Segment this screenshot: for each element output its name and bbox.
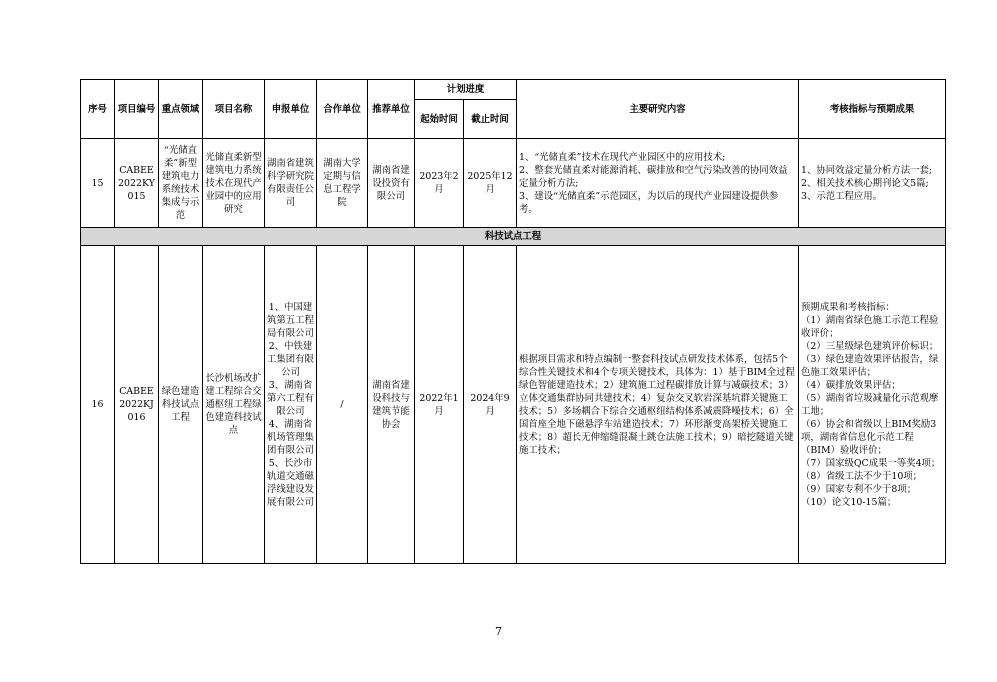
row16-start: 2022年1月 bbox=[415, 246, 464, 564]
row16-end: 2024年9月 bbox=[464, 246, 517, 564]
header-schedule: 计划进度 bbox=[415, 80, 517, 100]
row15-content-line: 1、“光储直柔”技术在现代产业园区中的应用技术; bbox=[519, 151, 726, 163]
row16-indicator-line: （5）湖南省垃圾减量化示范观摩工地； bbox=[801, 392, 939, 417]
row15-indicators bbox=[799, 139, 946, 228]
row16-applicant-line: 4、湖南省机场管理集团有限公司 bbox=[267, 418, 314, 456]
section-row bbox=[81, 228, 946, 246]
row15-indicator-line: 3、示范工程应用。 bbox=[801, 190, 882, 202]
row15-recommender: 湖南省建设投资有限公司 bbox=[368, 139, 415, 228]
row15-applicant: 湖南省建筑科学研究院有限责任公司 bbox=[265, 139, 317, 228]
row16-indicator-line: （3）绿色建造效果评估报告，绿色施工效果评估； bbox=[801, 353, 939, 378]
row15-content bbox=[517, 139, 799, 228]
header-field: 重点领域 bbox=[159, 80, 203, 139]
row16-applicant-line: 3、湖南省第六工程有限公司 bbox=[267, 379, 314, 417]
row15-end: 2025年12月 bbox=[464, 139, 517, 228]
row16-indicator-line: （4）碳排放效果评估； bbox=[801, 379, 901, 391]
header-row-1 bbox=[81, 80, 946, 100]
project-table bbox=[80, 79, 946, 564]
page-number: 7 bbox=[495, 625, 502, 638]
header-content: 主要研究内容 bbox=[517, 80, 799, 139]
header-code: 项目编号 bbox=[115, 80, 159, 139]
row15-indicator-line: 1、协同效益定量分析方法一套; bbox=[801, 164, 933, 176]
row16-applicant-line: 5、长沙市轨道交通磁浮线建设发展有限公司 bbox=[267, 457, 314, 508]
header-applicant: 申报单位 bbox=[265, 80, 317, 139]
row16-indicator-line: （1）湖南省绿色施工示范工程验收评价； bbox=[801, 314, 939, 339]
header-recommender: 推荐单位 bbox=[368, 80, 415, 139]
row16-name: 长沙机场改扩建工程综合交通枢纽工程绿色建造科技试点 bbox=[203, 246, 265, 564]
row16-indicator-line: （8）省级工法不少于10项； bbox=[801, 470, 923, 482]
header-end: 截止时间 bbox=[464, 100, 517, 139]
row15-field: “光储直柔”新型建筑电力系统技术集成与示范 bbox=[159, 139, 203, 228]
header-indicators: 考核指标与预期成果 bbox=[799, 80, 946, 139]
table-row bbox=[81, 246, 946, 564]
row16-code: CABEE2022KJ016 bbox=[115, 246, 159, 564]
row15-name: 光储直柔新型建筑电力系统技术在现代产业园中的应用研究 bbox=[203, 139, 265, 228]
row15-start: 2023年2月 bbox=[415, 139, 464, 228]
table-row bbox=[81, 139, 946, 228]
row16-indicator-line: （9）国家专利不少于8项； bbox=[801, 483, 917, 495]
row16-content: 根据项目需求和特点编制一整套科技试点研发技术体系，包括5个综合性关键技术和4个专项关键技术，具体为：1）基于BIM全过程绿色智能建造技术；2）建筑施工过程碳排放计算与减碳技术；3）立体交通集群协同共建技术；4）复杂交叉软岩深基坑群关键施工技术；5）多场耦合下综合交通枢纽结构体系减震降噪技术；6）全国首座全地下磁悬浮车站建造技术；7）环形渐变高架桥关键施工技术；8）超长无伸缩缝混凝土跳仓法施工技术；9）暗挖隧道关键施工技术； bbox=[517, 246, 799, 564]
row16-applicant-line: 1、中国建筑第五工程局有限公司 bbox=[267, 301, 314, 339]
row16-indicator-line: （6）协会和省级以上BIM奖励3项，湖南省信息化示范工程（BIM）验收评价； bbox=[801, 418, 937, 456]
section-title: 科技试点工程 bbox=[81, 228, 946, 246]
row16-indicator-line: （10）论文10-15篇； bbox=[801, 496, 897, 508]
row16-applicant-line: 2、中铁建工集团有限公司 bbox=[267, 340, 314, 378]
header-start: 起始时间 bbox=[415, 100, 464, 139]
row15-seq: 15 bbox=[81, 139, 115, 228]
row15-indicator-line: 2、相关技术核心期刊论文5篇; bbox=[801, 177, 929, 189]
row16-indicators bbox=[799, 246, 946, 564]
row16-applicant bbox=[265, 246, 317, 564]
row16-indicator-line: （2）三星级绿色建筑评价标识； bbox=[801, 340, 939, 352]
row15-content-line: 3、建设“光储直柔”示范园区，为以后的现代产业园建设提供参考。 bbox=[519, 190, 779, 215]
header-name: 项目名称 bbox=[203, 80, 265, 139]
row16-recommender: 湖南省建设科技与建筑节能协会 bbox=[368, 246, 415, 564]
row15-code: CABEE2022KY015 bbox=[115, 139, 159, 228]
row15-content-line: 2、整套光储直柔对能源消耗、碳排放和空气污染改善的协同效益定量分析方法; bbox=[519, 164, 788, 189]
row16-indicator-line: （7）国家级QC成果一等奖4项； bbox=[801, 457, 941, 469]
header-partner: 合作单位 bbox=[317, 80, 368, 139]
row15-partner: 湖南大学定期与信息工程学院 bbox=[317, 139, 368, 228]
header-seq: 序号 bbox=[81, 80, 115, 139]
row16-indicator-line: 预期成果和考核指标： bbox=[801, 301, 895, 313]
row16-seq: 16 bbox=[81, 246, 115, 564]
row16-partner: / bbox=[317, 246, 368, 564]
row16-field: 绿色建造科技试点工程 bbox=[159, 246, 203, 564]
